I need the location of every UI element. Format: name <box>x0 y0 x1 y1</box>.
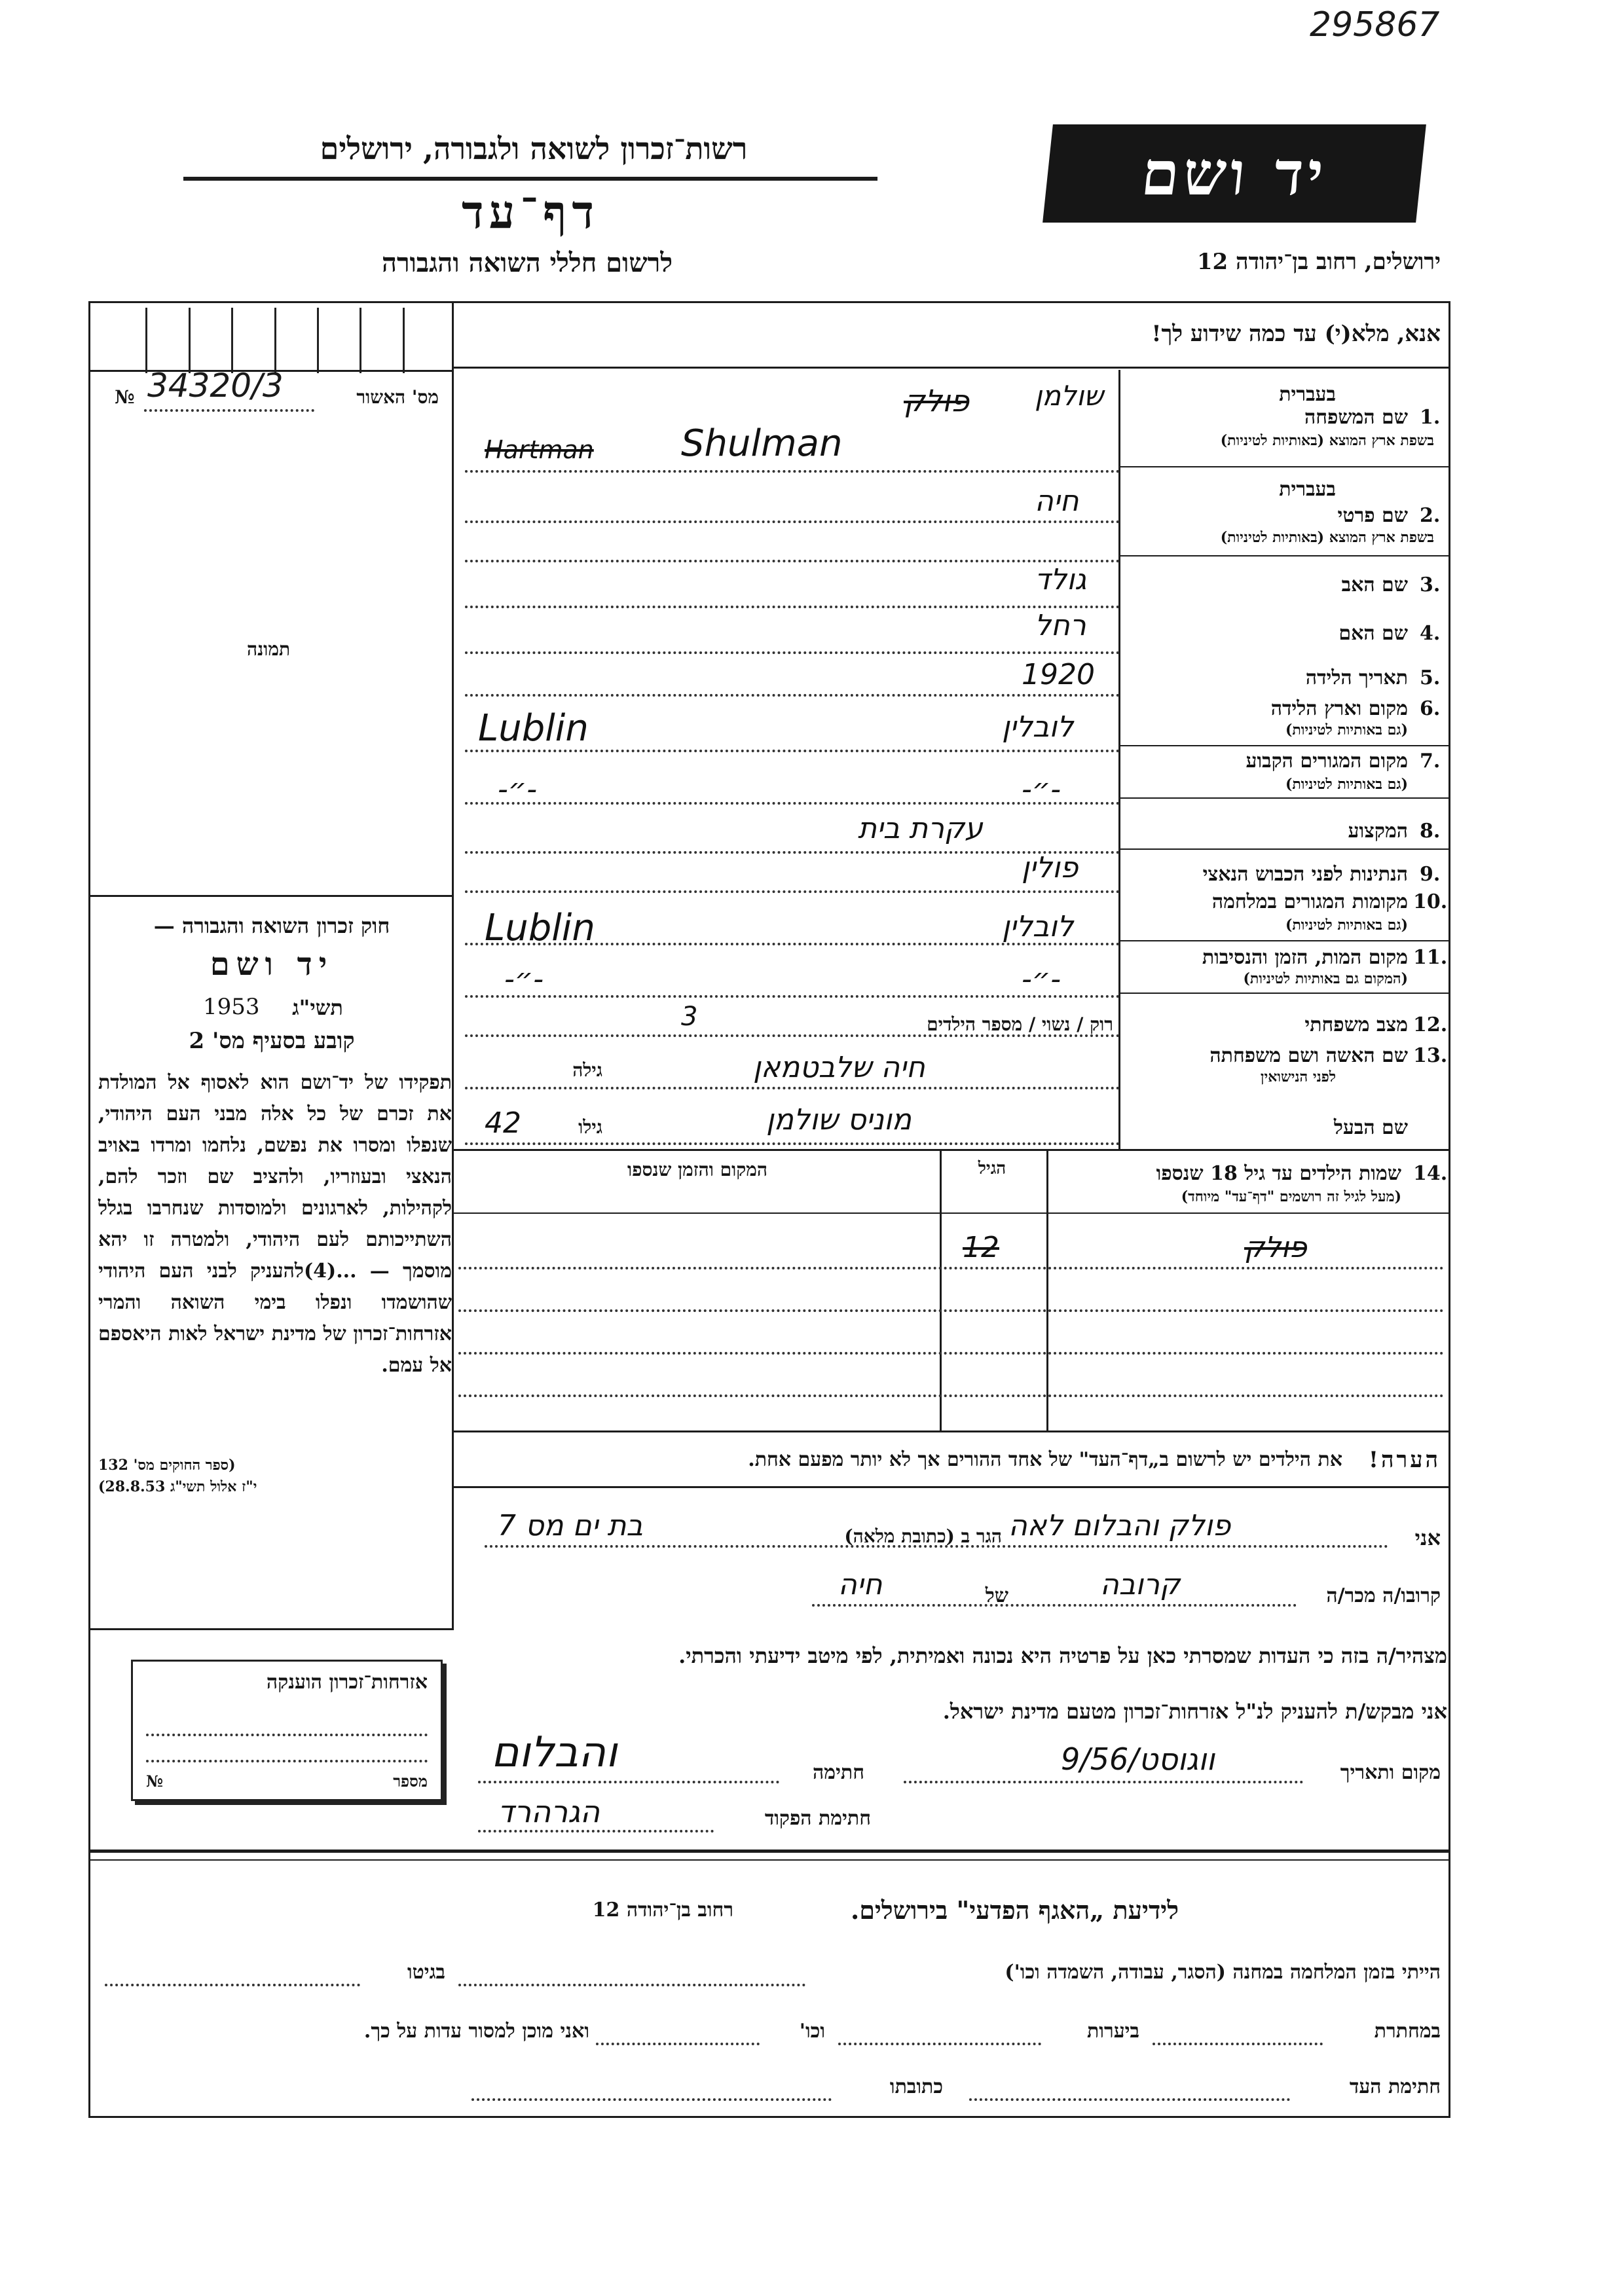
children-header-bottom <box>1046 1212 1450 1214</box>
field-1-latin-struck: Hartman <box>485 435 594 464</box>
footer-forests-dots <box>838 2043 1041 2045</box>
decl-addr: בת ים מס 7 <box>498 1509 643 1542</box>
decl-official: הגרהרד <box>498 1794 600 1829</box>
decl-signature: והבלום <box>491 1728 618 1777</box>
field-7-sub: (גם באותיות לטיניות) <box>1285 776 1408 793</box>
decl-official-dots <box>478 1830 714 1832</box>
footer-title: לידיעת „האגף הפדעי" בירושלים. <box>850 1895 1179 1925</box>
field-13-label: שם האשה ושם משפחתה <box>1209 1044 1408 1067</box>
children-col-names-sub: (מעל לגיל זה רושמים "דף־עד" מיוחד) <box>1181 1188 1401 1205</box>
footer-top-rule-1 <box>88 1850 1450 1853</box>
decl-place-date-label: מקום ותאריך <box>1340 1761 1441 1784</box>
award-title: אזרחות־זכרון הוענקה <box>266 1671 428 1694</box>
field-3-label: שם האב <box>1341 574 1408 596</box>
field-10-he: לובלין <box>1002 910 1074 943</box>
field-5-num: 5. <box>1420 666 1441 689</box>
cert-no-sign: № <box>115 386 135 408</box>
field-3-line <box>465 606 1120 608</box>
decl-rel: קרובה <box>1100 1568 1181 1601</box>
frame-bottom <box>88 2116 1450 2118</box>
yad-vashem-logo <box>1043 124 1426 223</box>
field-1-num: 1. <box>1420 406 1441 429</box>
award-line-2 <box>146 1760 428 1762</box>
field-2-label: שם פרטי <box>1337 504 1408 527</box>
field-5-he: 1920 <box>1022 658 1095 691</box>
field-7-he: -״- <box>1022 773 1061 806</box>
footer-etc: וכו' <box>799 2020 825 2043</box>
children-table-top <box>452 1149 1450 1151</box>
decl-of: של <box>985 1584 1008 1607</box>
cert-number: 34320/3 <box>147 367 284 405</box>
frame-top <box>88 301 1450 303</box>
header-address: ירושלים, רחוב בן־יהודה 12 <box>1196 249 1441 275</box>
children-col-divider-1 <box>1046 1149 1048 1430</box>
field-11-sub: (המקום גם באותיות לטיניות) <box>1243 970 1408 987</box>
decl-place-date: 9/ווגוסט/56 <box>1061 1741 1215 1777</box>
decl-signature-label: חתימה <box>813 1761 864 1784</box>
decl-line1-dots <box>485 1545 1388 1548</box>
decl-sig-dots <box>478 1781 779 1783</box>
law-ref-1: (ספר החוקים מס' 132 <box>98 1457 236 1474</box>
field-12-children: 3 <box>681 1002 698 1032</box>
logo-text: יד ושם <box>1138 138 1331 209</box>
footer-underground-dots <box>1153 2043 1323 2045</box>
decl-line4: אני מבקש/ת להעניק לנ"ל אזרחות־זכרון מטעם מדינת ישראל. <box>942 1699 1447 1724</box>
field-2-sub: בשפת ארץ המוצא (באותיות לטיניות) <box>1220 529 1434 546</box>
footer-line2-end: ואני מוכן למסור עדות על כך. <box>363 2020 589 2043</box>
law-year: 1953 <box>203 994 260 1020</box>
field-12-label: מצב משפחתי <box>1304 1013 1408 1036</box>
children-row-line-1 <box>458 1267 1444 1269</box>
field-6-he: לובלין <box>1002 710 1074 744</box>
field-6-label: מקום וארץ הלידה <box>1270 697 1408 720</box>
field-10-sub: (גם באותיות לטיניות) <box>1285 917 1408 934</box>
field-4-num: 4. <box>1420 622 1441 645</box>
law-section: קובע בסעיף מס' 2 <box>189 1028 355 1054</box>
children-table-num: 14. <box>1413 1162 1448 1185</box>
husband-he: מוניס שולמן <box>766 1103 912 1137</box>
husband-label: שם הבעל <box>1333 1116 1408 1139</box>
children-row-line-3 <box>458 1352 1444 1355</box>
note-text: את הילדים יש לרשום ב„דף־העד" של אחד ההורים אך לא יותר מפעם אחת. <box>748 1448 1342 1471</box>
fields-divider <box>1118 370 1120 1149</box>
field-9-num: 9. <box>1420 863 1441 886</box>
law-ref-2: י"ז אלול תשי"ג 28.8.53) <box>98 1478 257 1495</box>
footer-witness-sig-dots <box>969 2098 1290 2101</box>
field-10-num: 10. <box>1413 890 1448 913</box>
instruction-text: אנא, מלא(י) עד כמה שידוע לך! <box>1151 321 1441 347</box>
note-bottom <box>452 1486 1450 1488</box>
field-10-label: מקומות המגורים במלחמה <box>1211 890 1408 913</box>
sidebar-bottom <box>88 1628 454 1630</box>
law-text: תפקידו של יד־ושם הוא לאסוף אל המולדת את זכרם של כל אלה מבני העם היהודי, שנפלו ומסרו את נפשם, נלחמו ומרדו באויב הנאצי ובעוזריו, ולהציב שם וזכר להם, לקהילות, לארגונים ולמוסדות שנחרבו בגלל השתייכותם לעם היהודי, ולמטרה זו יהא מוסמך — ...(4)להעניק לבני העם היהודי שהושמדו ונפלו בימי השואה והמרי אזרחות־זכרון של מדינת ישראל לאות היאספם אל עמם. <box>98 1071 452 1377</box>
photo-label: תמונה <box>246 638 291 660</box>
field-1-line <box>465 470 1120 473</box>
field-11-line <box>465 995 1120 998</box>
field-2-bottom <box>1118 555 1449 556</box>
children-col-divider-2 <box>940 1149 942 1430</box>
cert-label: מס' האשור <box>356 386 439 408</box>
field-7-label: מקום המגורים הקבוע <box>1246 750 1408 773</box>
field-3-num: 3. <box>1420 574 1441 596</box>
decl-date-dots <box>904 1781 1303 1783</box>
field-11-bottom <box>1118 993 1449 994</box>
footer-address: רחוב בן־יהודה 12 <box>592 1899 733 1922</box>
decl-name: פולק והבלום לאה <box>1008 1509 1231 1542</box>
field-6-latin: Lublin <box>478 707 589 750</box>
footer-underground: במחתרת <box>1374 2020 1441 2043</box>
footer-ghetto: בגיטו <box>407 1961 445 1984</box>
field-2-he: חיה <box>1035 484 1079 518</box>
field-7-num: 7. <box>1420 750 1441 773</box>
field-6-sub: (גם באותיות לטיניות) <box>1285 721 1408 738</box>
field-6-bottom <box>1118 745 1449 746</box>
child-row-name: פולק <box>1244 1231 1307 1264</box>
field-8-he: עקרת בית <box>858 812 983 845</box>
husband-age-label: גילו <box>578 1116 602 1138</box>
authority-underline <box>183 177 877 181</box>
field-2-lang: בעברית <box>1279 478 1336 501</box>
field-3-he: גולד <box>1035 563 1087 596</box>
code-boxes <box>105 308 445 373</box>
children-row-line-4 <box>458 1394 1444 1397</box>
footer-camp-dots <box>458 1984 805 1986</box>
field-11-he: -״- <box>1022 962 1061 996</box>
decl-line2-prefix: קרובו/ה מכר/ה <box>1326 1584 1441 1607</box>
field-2-line <box>465 520 1120 523</box>
decl-line1-mid: הגר ב (כתובת מלאה) <box>844 1525 1002 1547</box>
field-7-latin: -״- <box>498 773 538 806</box>
field-12-num: 12. <box>1413 1013 1448 1036</box>
footer-top-rule-2 <box>88 1859 1450 1861</box>
law-title: חוק זכרון השואה והגבורה — <box>153 913 390 938</box>
field-4-he: רחל <box>1035 609 1086 642</box>
field-8-label: המקצוע <box>1348 820 1408 843</box>
photo-bottom <box>88 895 454 897</box>
award-line-1 <box>146 1734 428 1736</box>
field-1-label: שם המשפחה <box>1304 406 1408 429</box>
field-1-latin: Shulman <box>681 422 843 465</box>
field-1-sub: בשפת ארץ המוצא (באותיות לטיניות) <box>1220 432 1434 449</box>
award-no-sign: № <box>146 1772 164 1791</box>
frame-right <box>1449 301 1450 2118</box>
children-row-line-2 <box>458 1309 1444 1312</box>
field-13-num: 13. <box>1413 1044 1448 1067</box>
footer-etc-dots <box>596 2043 760 2045</box>
field-13-line <box>465 1087 1120 1089</box>
husband-age: 42 <box>485 1106 521 1140</box>
field-11-num: 11. <box>1413 946 1448 969</box>
field-1-bottom <box>1118 466 1449 467</box>
field-13-he: חיה שלבטמאן <box>753 1051 925 1084</box>
field-8-num: 8. <box>1420 820 1441 843</box>
field-11-latin: -״- <box>504 962 544 996</box>
field-5-label: תאריך הלידה <box>1305 666 1408 689</box>
note-label: הערה! <box>1369 1447 1441 1473</box>
child-row-age: 12 <box>963 1231 999 1264</box>
field-2-num: 2. <box>1420 504 1441 527</box>
field-12-line <box>465 1034 1120 1037</box>
footer-ghetto-dots <box>105 1984 360 1986</box>
footer-witness-addr-dots <box>471 2098 832 2101</box>
form-title: דף־עד <box>461 185 599 239</box>
award-number-label: מספר <box>393 1772 428 1791</box>
field-1-lang: בעברית <box>1279 383 1336 406</box>
children-col-age: הגיל <box>978 1159 1006 1178</box>
field-6-num: 6. <box>1420 697 1441 720</box>
husband-line <box>465 1142 1120 1145</box>
field-10-bottom <box>1118 940 1449 941</box>
decl-of-name: חיה <box>838 1568 883 1601</box>
footer-witness-sig: חתימת העד <box>1349 2075 1441 2098</box>
field-9-line <box>465 890 1120 893</box>
children-header-bottom-2 <box>452 1212 1048 1214</box>
field-12-options: רוק / נשוי / מספר הילדים <box>927 1013 1113 1035</box>
field-7-line <box>465 802 1120 805</box>
field-4-line <box>465 651 1120 654</box>
field-11-label: מקום המות, הזמן והנסיבות <box>1202 946 1408 969</box>
field-8-bottom <box>1118 848 1449 850</box>
field-6-line <box>465 750 1120 752</box>
decl-line2-dots <box>812 1604 1297 1607</box>
children-col-place: המקום והזמן שנספו <box>627 1159 767 1180</box>
field-13-sub: לפני הנישואין <box>1260 1068 1336 1085</box>
field-1-he-struck: פולק <box>904 383 970 418</box>
children-col-names: שמות הילדים עד גיל 18 שנספו <box>1156 1162 1401 1185</box>
decl-line3: מצהיר/ה בזה כי העדות שמסרתי כאן על פרטיה היא נכונה ואמיתית, לפי מיטב ידיעתי והכרתי. <box>678 1643 1447 1668</box>
field-10-line <box>465 943 1120 945</box>
decl-official-label: חתימת הפקוד <box>764 1807 871 1830</box>
law-year-hebrew: תשי"ג <box>292 995 343 1020</box>
cert-number-line <box>144 409 314 412</box>
field-4-label: שם האם <box>1338 622 1408 645</box>
field-5-line <box>465 694 1120 697</box>
field-2-latin-line <box>465 560 1120 562</box>
decl-line1-prefix: אני <box>1414 1525 1441 1550</box>
award-box <box>131 1660 443 1801</box>
form-subtitle: לרשום חללי השואה והגבורה <box>381 247 673 278</box>
field-9-he: פולין <box>1022 851 1079 884</box>
footer-line1: הייתי בזמן המלחמה במחנה (הסגר, עבודה, השמדה וכו') <box>1005 1961 1441 1984</box>
footer-forests: ביערות <box>1086 2020 1139 2043</box>
frame-left <box>88 301 90 2118</box>
instruction-bottom <box>452 367 1450 369</box>
archive-number: 295867 <box>1310 5 1440 45</box>
field-10-latin: Lublin <box>485 907 595 949</box>
law-logo: יד ושם <box>210 946 334 983</box>
field-7-bottom <box>1118 797 1449 799</box>
field-1-he: שולמן <box>1035 380 1104 412</box>
field-13-age-label: גילה <box>572 1059 602 1081</box>
children-table-bottom <box>452 1430 1450 1432</box>
authority-title: רשות־זכרון לשואה ולגבורה, ירושלים <box>320 131 748 166</box>
footer-witness-addr: כתובתו <box>889 2075 943 2098</box>
field-9-label: הנתינות לפני הכבוש הנאצי <box>1202 863 1408 886</box>
